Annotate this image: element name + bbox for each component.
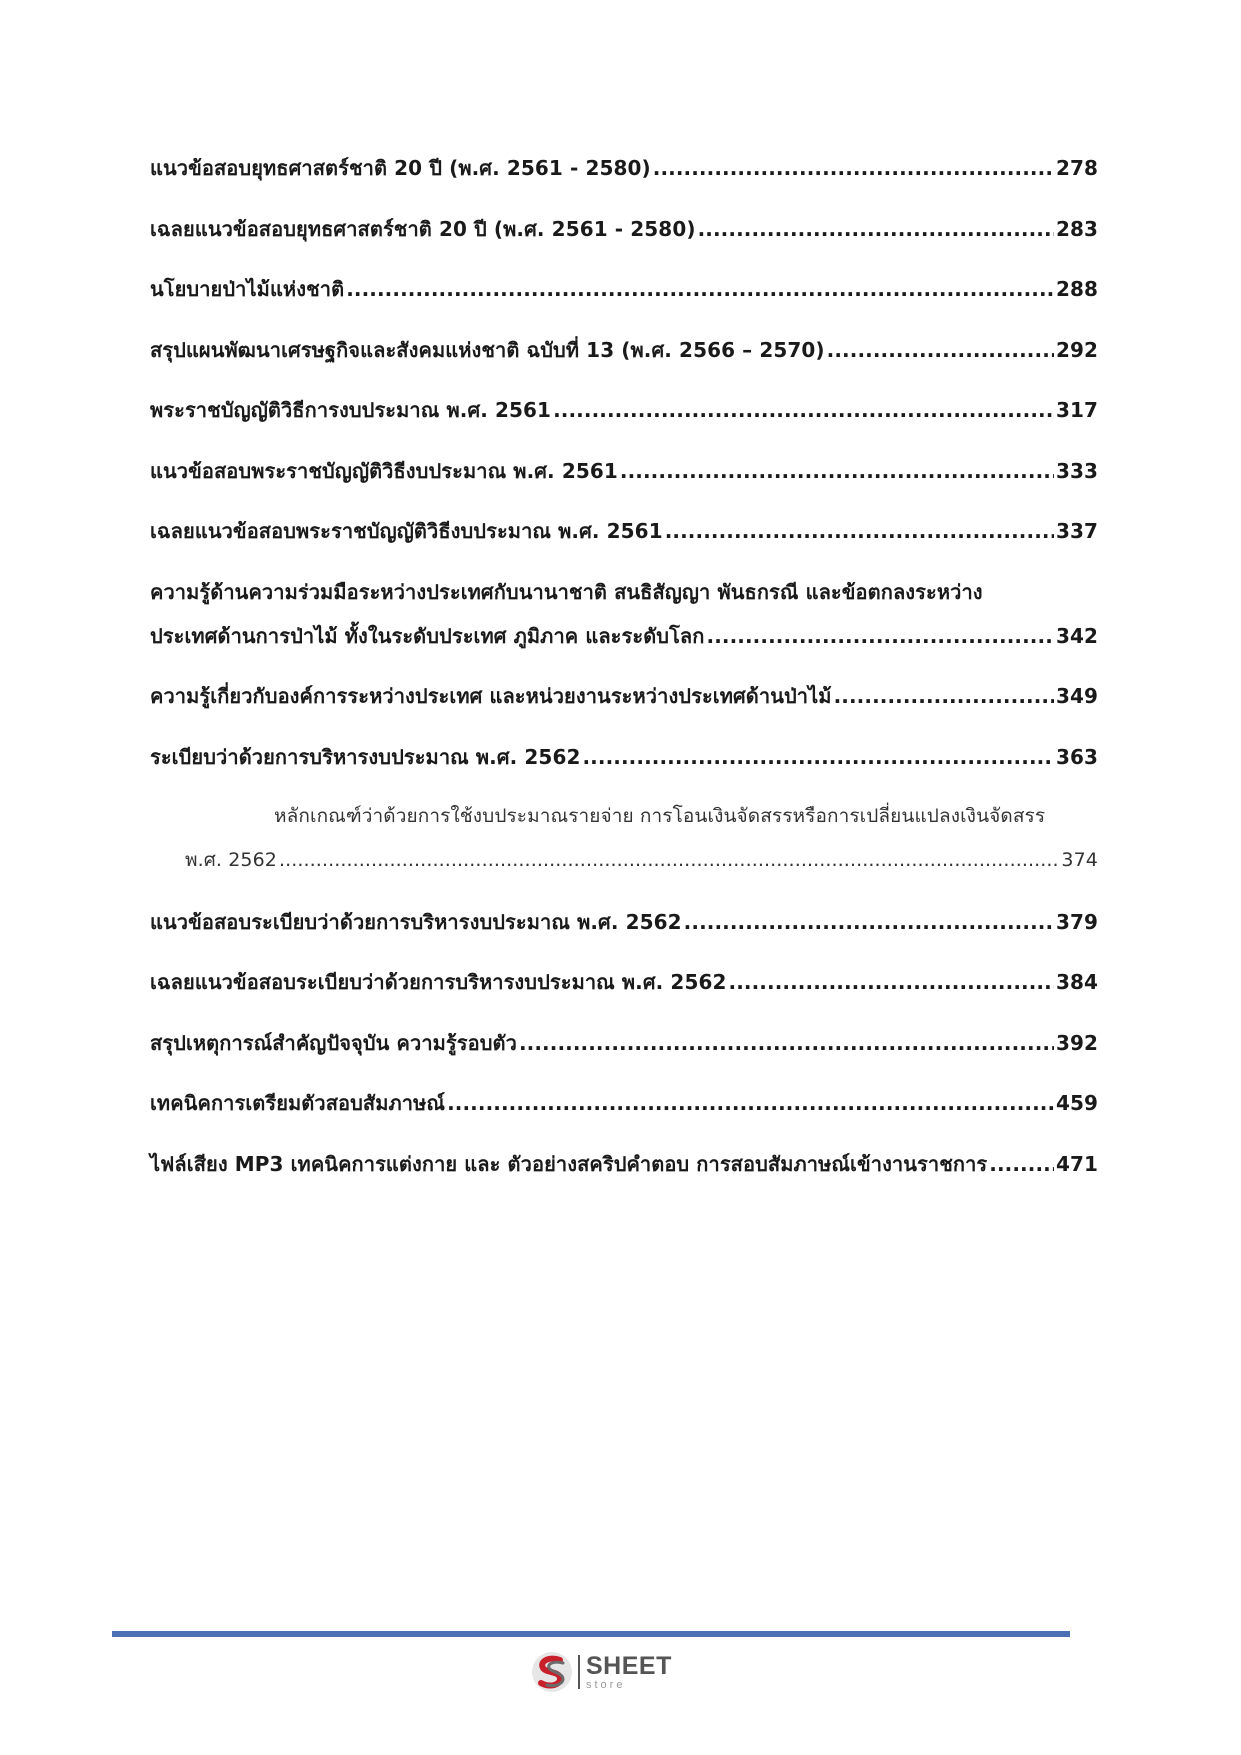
toc-entry-title: แนวข้อสอบพระราชบัญญัติวิธีงบประมาณ พ.ศ. 2561 — [150, 458, 618, 483]
toc-entry-title: ไฟล์เสียง MP3 เทคนิคการแต่งกาย และ ตัวอย่างสคริปคำตอบ การสอบสัมภาษณ์เข้างานราชการ — [150, 1151, 988, 1176]
toc-entry[interactable] — [150, 334, 1098, 395]
toc-leader-dots — [827, 338, 1054, 362]
toc-entry-title: แนวข้อสอบยุทธศาสตร์ชาติ 20 ปี (พ.ศ. 2561 - 2580) — [150, 156, 651, 180]
toc-entry-title: เฉลยแนวข้อสอบพระราชบัญญัติวิธีงบประมาณ พ.ศ. 2561 — [150, 519, 663, 543]
toc-entry[interactable] — [150, 213, 1098, 274]
toc-leader-dots — [665, 519, 1054, 543]
toc-entry-page: 459 — [1055, 1091, 1098, 1115]
toc-entry-title: พระราชบัญญัติวิธีการงบประมาณ พ.ศ. 2561 — [150, 398, 552, 422]
toc-entry-title: ความรู้เกี่ยวกับองค์การระหว่างประเทศ และหน่วยงานระหว่างประเทศด้านป่าไม้ — [150, 684, 832, 708]
toc-leader-dots — [653, 156, 1054, 180]
toc-leader-dots — [519, 1031, 1054, 1055]
toc-subentry-title-line2: พ.ศ. 2562 — [185, 849, 277, 871]
toc-entry-title: นโยบายป่าไม้แห่งชาติ — [150, 277, 345, 301]
toc-subentry-title-line1: หลักเกณฑ์ว่าด้วยการใช้งบประมาณรายจ่าย การโอนเงินจัดสรรหรือการเปลี่ยนแปลงเงินจัดสรร — [274, 805, 1046, 827]
toc-leader-dots — [989, 1152, 1054, 1176]
table-of-contents — [150, 152, 1098, 1208]
footer-divider — [112, 1631, 1070, 1637]
toc-entry-multiline[interactable] — [150, 576, 1098, 681]
toc-entry-page: 288 — [1055, 277, 1098, 301]
toc-entry-title: เฉลยแนวข้อสอบระเบียบว่าด้วยการบริหารงบประมาณ พ.ศ. 2562 — [150, 970, 727, 994]
toc-subentry-page: 374 — [1061, 849, 1098, 871]
toc-leader-dots — [279, 849, 1059, 871]
toc-entry[interactable] — [150, 1027, 1098, 1088]
logo-wordmark — [586, 1651, 672, 1691]
toc-entry-page: 342 — [1055, 623, 1098, 648]
toc-leader-dots — [729, 970, 1054, 994]
toc-entry-title: สรุปแผนพัฒนาเศรษฐกิจและสังคมแห่งชาติ ฉบับที่ 13 (พ.ศ. 2566 – 2570) — [150, 337, 825, 362]
toc-entry-title-line2: ประเทศด้านการป่าไม้ ทั้งในระดับประเทศ ภูมิภาค และระดับโลก — [150, 623, 705, 648]
toc-entry[interactable] — [150, 1087, 1098, 1148]
toc-entry[interactable] — [150, 741, 1098, 802]
logo-divider — [578, 1655, 580, 1689]
toc-entry-page: 292 — [1055, 337, 1098, 362]
toc-entry[interactable] — [150, 515, 1098, 576]
toc-entry[interactable] — [150, 966, 1098, 1027]
toc-entry-title: แนวข้อสอบระเบียบว่าด้วยการบริหารงบประมาณ พ.ศ. 2562 — [150, 909, 682, 934]
toc-leader-dots — [346, 277, 1054, 301]
toc-entry-page: 283 — [1055, 216, 1098, 241]
toc-entry-title: เทคนิคการเตรียมตัวสอบสัมภาษณ์ — [150, 1091, 446, 1115]
toc-entry[interactable] — [150, 394, 1098, 455]
toc-entry[interactable] — [150, 680, 1098, 741]
toc-entry-page: 392 — [1055, 1030, 1098, 1055]
toc-leader-dots — [447, 1091, 1054, 1115]
logo-text: SHEET — [586, 1651, 672, 1680]
toc-leader-dots — [553, 398, 1054, 422]
toc-entry-page: 349 — [1055, 684, 1098, 708]
toc-entry-page: 384 — [1055, 970, 1098, 994]
logo-subtext: store — [586, 1678, 626, 1691]
toc-leader-dots — [707, 624, 1054, 648]
sheet-store-logo-icon — [530, 1650, 574, 1694]
toc-entry-page: 333 — [1055, 458, 1098, 483]
toc-entry-title: เฉลยแนวข้อสอบยุทธศาสตร์ชาติ 20 ปี (พ.ศ. 2561 - 2580) — [150, 216, 696, 241]
toc-entry-page: 379 — [1055, 909, 1098, 934]
toc-entry-page: 317 — [1055, 398, 1098, 422]
toc-leader-dots — [698, 217, 1054, 241]
toc-entry-title-line1: ความรู้ด้านความร่วมมือระหว่างประเทศกับนานาชาติ สนธิสัญญา พันธกรณี และข้อตกลงระหว่าง — [150, 579, 983, 604]
toc-leader-dots — [834, 684, 1054, 708]
toc-leader-dots — [684, 910, 1054, 934]
footer-logo — [530, 1650, 672, 1694]
toc-entry-title: ระเบียบว่าด้วยการบริหารงบประมาณ พ.ศ. 2562 — [150, 744, 581, 769]
toc-entry-page: 278 — [1055, 156, 1098, 180]
toc-leader-dots — [620, 459, 1054, 483]
toc-subentry[interactable] — [150, 801, 1098, 906]
toc-entry-page: 471 — [1055, 1151, 1098, 1176]
toc-entry[interactable] — [150, 1148, 1098, 1209]
toc-entry[interactable] — [150, 455, 1098, 516]
toc-leader-dots — [582, 745, 1053, 769]
toc-entry-title: สรุปเหตุการณ์สำคัญปัจจุบัน ความรู้รอบตัว — [150, 1030, 517, 1055]
toc-entry[interactable] — [150, 152, 1098, 213]
toc-entry-page: 363 — [1055, 744, 1098, 769]
toc-entry[interactable] — [150, 273, 1098, 334]
toc-entry[interactable] — [150, 906, 1098, 967]
toc-entry-page: 337 — [1055, 519, 1098, 543]
